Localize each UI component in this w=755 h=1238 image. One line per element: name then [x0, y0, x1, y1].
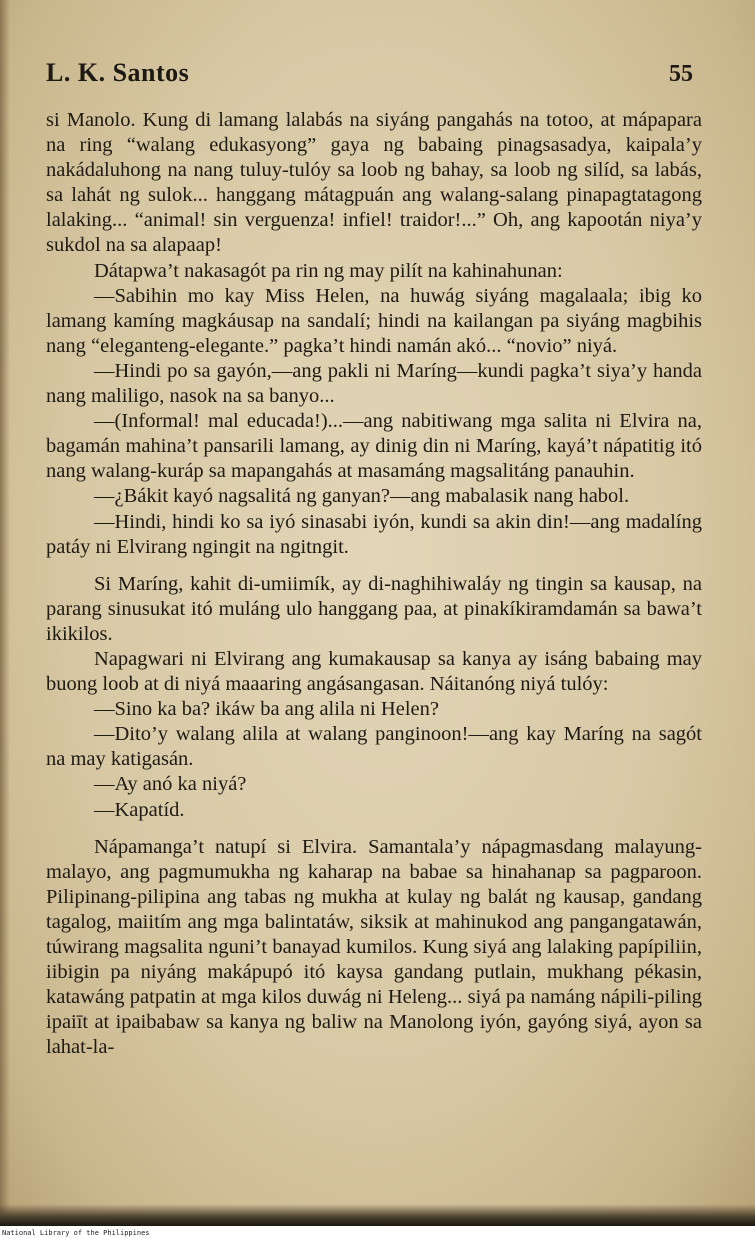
running-head-author: L. K. Santos	[46, 58, 190, 87]
dialogue-line: —Sabihin mo kay Miss Helen, na huwág siyáng magalaala; ibig ko lamang kamíng magkáusap na sandalí; hindi na kailangan pa siyáng magbihis nang “eleganteng-elegante.” pagka’t hindi namán akó... “novio” niyá.	[46, 284, 702, 357]
page-edge-shadow-bottom	[0, 1204, 755, 1226]
page-edge-shadow-left	[0, 0, 10, 1226]
dialogue-line: —Ay anó ka niyá?	[94, 773, 247, 796]
paragraph: Napagwari ni Elvirang ang kumakausap sa kanya ay isáng babaing may buong loob at di niyá maaaring angásangasan. Náitanóng niyá tulóy:	[46, 647, 702, 696]
dialogue-line: —Dito’y walang alila at walang panginoon!—ang kay Maríng na sagót na may katigasán.	[46, 723, 702, 771]
dialogue-line: —Sino ka ba? ikáw ba ang alila ni Helen?	[94, 698, 439, 721]
dialogue-line: —Hindi, hindi ko sa iyó sinasabi iyón, kundi sa akin din!—ang madalíng patáy ni Elvirang ngingit na ngitngit.	[46, 510, 702, 558]
dialogue-line: —Kapatíd.	[94, 798, 185, 821]
body-text	[46, 108, 702, 1060]
paragraph: Dátapwa’t nakasagót pa rin ng may pilít na kahinahunan:	[94, 259, 563, 282]
page-number: 55	[669, 61, 693, 87]
running-header	[46, 58, 693, 98]
paragraph: Nápamanga’t natupí si Elvira. Samantala’y nápagmasdang malayung-malayo, ang pagmumukha ng kaharap na babae sa hinahanap sa pagparoon. Pilipinang-pilipina ang tabas ng mukha at kulay ng balát ng kausap, gandang tagalog, maiitím ang mga balintatáw, siksik at mahinukod ang pangangatawán, túwirang magsalita nguni’t banayad kumilos. Kung siyá ang lalaking papípiliin, iibigin pa niyáng makápupó itó kaysa gandang putlain, mukhang pékasin, katawáng patpatin at mga kilos duwág ni Heleng... siyá pa namáng nápili-piling ipaiīt at ipaibabaw sa kanya ng baliw na Manolong iyón, gayóng siyá, ayon sa lahat-la-	[46, 835, 702, 1059]
dialogue-line: —(Informal! mal educada!)...—ang nabitiwang mga salita ni Elvira na, bagamán mahina’t pansarili lamang, ay dinig din ni Maríng, kayá’t nápatitig itó nang walang-kuráp sa mapangahás at masamáng magsalitáng panauhin.	[46, 410, 702, 483]
dialogue-line: —¿Bákit kayó nagsalitá ng ganyan?—ang mabalasik nang habol.	[94, 485, 630, 508]
dialogue-line: —Hindi po sa gayón,—ang pakli ni Maríng—kundi pagka’t siya’y handa nang maliligo, nasok na sa banyo...	[46, 359, 702, 408]
library-credit: National Library of the Philippines	[2, 1229, 150, 1237]
paragraph-continued: si Manolo. Kung di lamang lalabás na siyáng pangahás na totoo, at mápapara na ring “walang edukasyong” gaya ng babaing pinagsasadya, kaipala’y nakádaluhong na nang tuluy-tulóy sa loob ng bahay, sa loob ng silíd, sa labás, sa lahát ng sulok... hanggang mátagpuán ang walang-salang pinapagtatagong lalaking... “animal! sin verguenza! infiel! traidor!...” Oh, ang kapootán niya’y sukdol na sa alapaap!	[46, 109, 702, 257]
paragraph: Si Maríng, kahit di-umiimík, ay di-naghihiwaláy ng tingin sa kausap, na parang sinusukat itó muláng ulo hanggang paa, at pinakíkiramdamán sa bawa’t ikikilos.	[46, 572, 702, 645]
